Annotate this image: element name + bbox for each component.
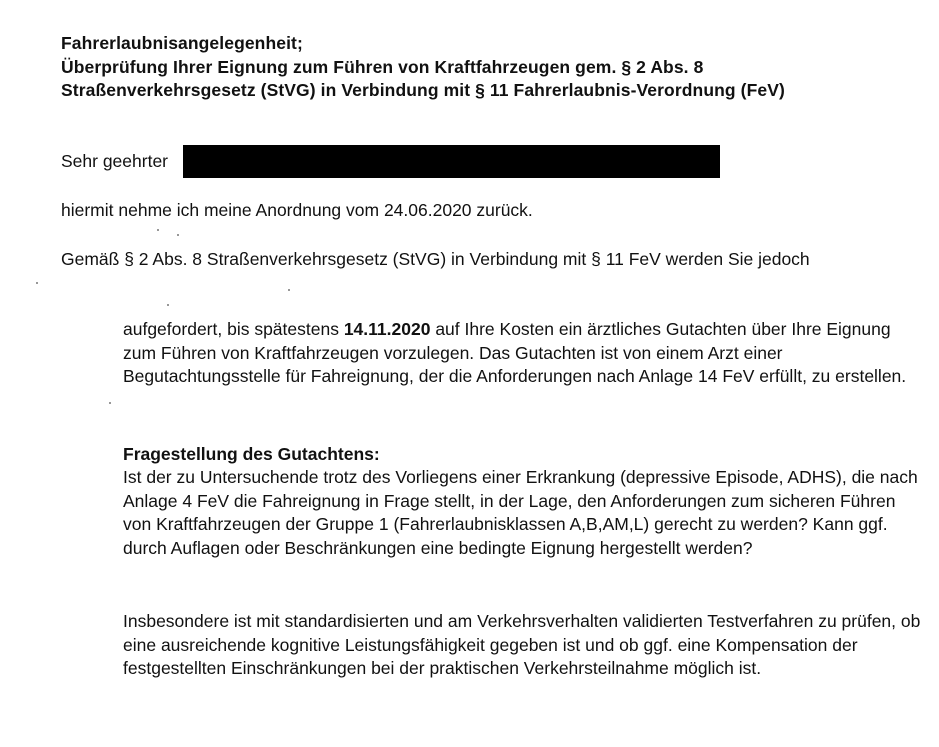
special-note-paragraph: Insbesondere ist mit standardisierten und am Verkehrsverhalten validierten Testverfahren zu prüfen, ob eine ausreichende kognitive Leistungsfähigkeit gegeben ist und ob ggf. eine Kompensation der festgestellten Einschränkungen bei der praktischen Verkehrsteilnahme möglich ist. xyxy=(123,611,921,678)
scan-speck xyxy=(177,234,179,236)
order-text-start: aufgefordert, bis spätestens xyxy=(123,319,344,339)
scan-speck xyxy=(157,229,159,231)
scan-speck xyxy=(167,304,169,306)
redaction-bar xyxy=(183,145,720,178)
subject-line-1: Fahrerlaubnisangelegenheit; xyxy=(61,33,303,53)
legal-basis-paragraph: Gemäß § 2 Abs. 8 Straßenverkehrsgesetz (StVG) in Verbindung mit § 11 FeV werden Sie jedoch xyxy=(61,249,810,269)
deadline-date: 14.11.2020 xyxy=(343,319,431,339)
question-heading: Fragestellung des Gutachtens: xyxy=(123,444,380,464)
order-text-end: auf Ihre Kosten ein ärztliches Gutachten über Ihre Eignung zum Führen von Kraftfahrzeugen vorzulegen. Das Gutachten ist von einem Arzt einer Begutachtungsstelle für Fahreignung, der die Anforderungen nach Anlage 14 FeV erfüllt, zu erstellen. xyxy=(123,319,907,386)
scan-speck xyxy=(36,282,38,284)
question-paragraph: Ist der zu Untersuchende trotz des Vorliegens einer Erkrankung (depressive Episode, ADHS), die nach Anlage 4 FeV die Fahreignung in Frage stellt, in der Lage, den Anforderungen zum sicheren Führen von Kraftfahrzeugen der Gruppe 1 (Fahrerlaubnisklassen A,B,AM,L) gerecht zu werden? Kann ggf. durch Auflagen oder Beschränkungen eine bedingte Eignung hergestellt werden? xyxy=(123,467,918,558)
revocation-sentence: hiermit nehme ich meine Anordnung vom 24.06.2020 zurück. xyxy=(61,200,533,220)
subject-block xyxy=(61,32,931,103)
subject-line-2: Überprüfung Ihrer Eignung zum Führen von Kraftfahrzeugen gem. § 2 Abs. 8 xyxy=(61,56,704,77)
subject-line-3: Straßenverkehrsgesetz (StVG) in Verbindung mit § 11 Fahrerlaubnis-Verordnung (FeV) xyxy=(61,80,785,100)
scan-speck xyxy=(109,402,111,404)
scan-speck xyxy=(288,289,290,291)
salutation: Sehr geehrter xyxy=(61,151,169,171)
order-paragraph xyxy=(123,318,923,389)
